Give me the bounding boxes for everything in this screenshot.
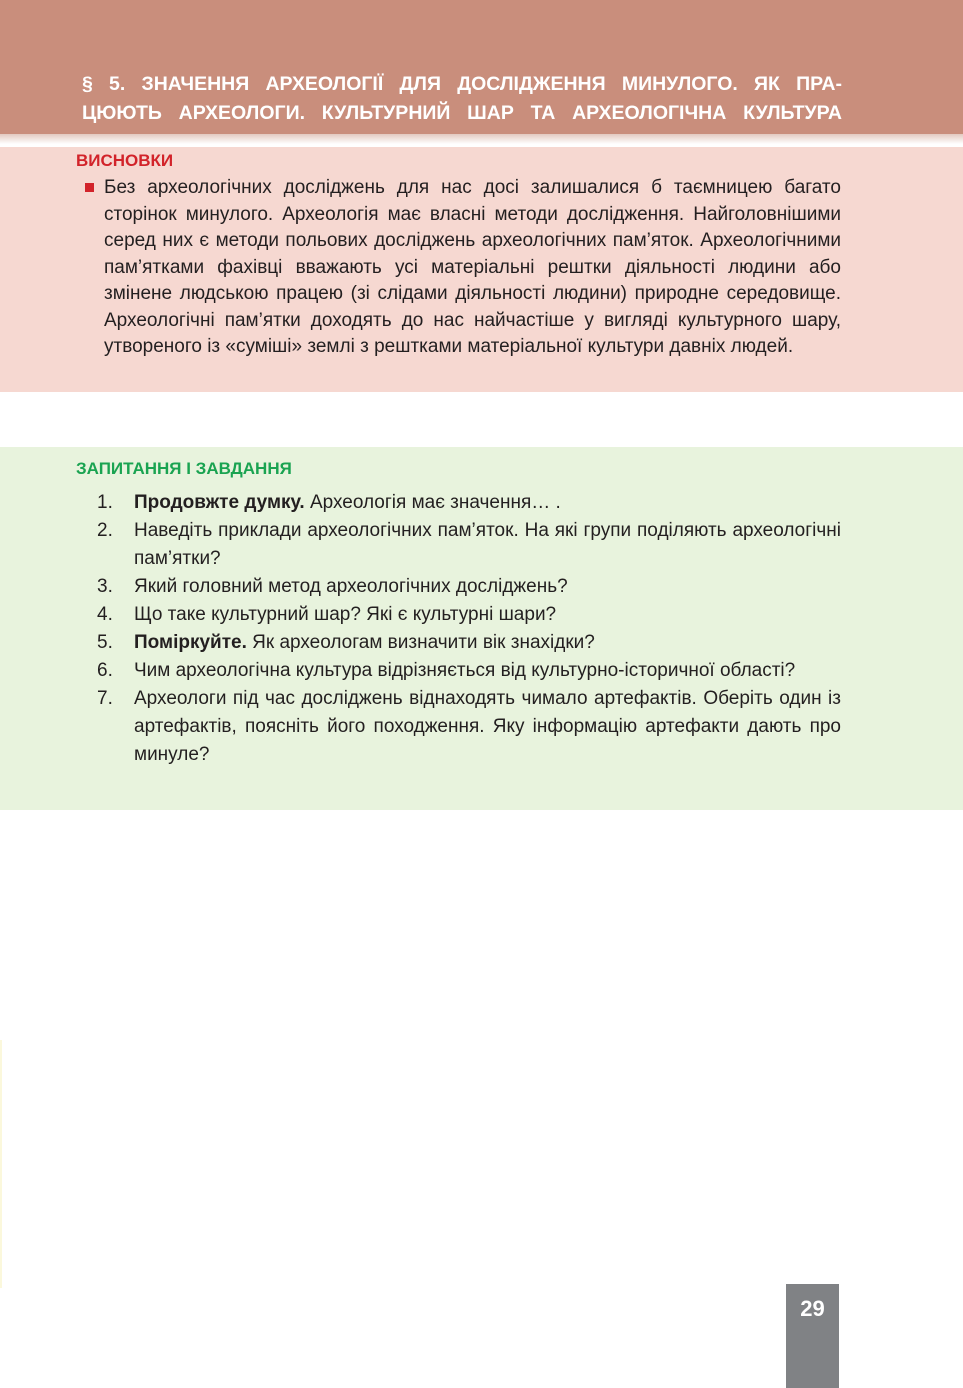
- question-number: 7.: [97, 688, 113, 709]
- square-bullet-icon: [85, 183, 94, 192]
- question-body: Що таке культурний шар? Які є культурні шари?: [134, 604, 557, 625]
- question-text: [134, 517, 841, 573]
- question-body: Археологія має значення… .: [304, 492, 561, 513]
- chapter-title-line-2: ЦЮЮТЬ АРХЕОЛОГИ. КУЛЬТУРНИЙ ШАР ТА АРХЕОЛОГІЧНА КУЛЬТУРА: [82, 102, 842, 124]
- margin-line: [0, 1040, 2, 1288]
- conclusions-heading: ВИСНОВКИ: [76, 151, 174, 170]
- question-item: [0, 657, 963, 685]
- question-item: [0, 517, 963, 573]
- question-body: Який головний метод археологічних досліджень?: [134, 576, 568, 597]
- question-item: [0, 489, 963, 517]
- question-item: [0, 629, 963, 657]
- conclusions-text: Без археологічних досліджень для нас досі залишалися б таємницею багато сторінок минулого. Археологія має власні методи дослідження. Найголовнішими серед них є методи польових досліджень археологічних пам’яток. Археологічними пам’ятками фахівці вважають усі матеріальні рештки діяльності людини або змінене людською працею (зі слідами діяльності людини) природне середовище. Археологічні пам’ятки доходять до нас найчастіше у вигляді культурного шару, утвореного із «суміші» землі з рештками матеріальної культури давніх людей.: [104, 177, 841, 357]
- question-lead: Продовжте думку.: [134, 492, 305, 513]
- question-body: Археологи під час досліджень віднаходять чимало артефактів. Оберіть один із артефактів, поясніть його походження. Яку інформацію артефакти дають про минуле?: [134, 688, 841, 765]
- question-number: 6.: [97, 660, 113, 681]
- questions-box: [0, 447, 963, 810]
- question-body: Наведіть приклади археологічних пам’яток. На які групи поділяють археологічні пам’ятки?: [134, 520, 841, 569]
- question-text: [134, 657, 841, 685]
- question-body: Чим археологічна культура відрізняється від культурно-історичної області?: [134, 660, 796, 681]
- header-divider: [0, 134, 963, 144]
- question-text: [134, 489, 841, 517]
- question-number: 3.: [97, 576, 113, 597]
- chapter-header: [0, 0, 963, 134]
- question-item: [0, 573, 963, 601]
- question-number: 2.: [97, 520, 113, 541]
- page-number: 29: [800, 1296, 825, 1321]
- chapter-title-line-1: § 5. ЗНАЧЕННЯ АРХЕОЛОГІЇ ДЛЯ ДОСЛІДЖЕННЯ МИНУЛОГО. ЯК ПРА-: [82, 73, 842, 95]
- question-lead: Поміркуйте.: [134, 632, 247, 653]
- question-item: [0, 685, 963, 769]
- question-text: [134, 601, 841, 629]
- question-number: 5.: [97, 632, 113, 653]
- question-text: [134, 573, 841, 601]
- question-text: [134, 629, 841, 657]
- question-number: 4.: [97, 604, 113, 625]
- question-text: [134, 685, 841, 769]
- conclusions-box: [0, 147, 963, 392]
- questions-list: [0, 489, 963, 769]
- page-number-tab: [786, 1284, 839, 1388]
- chapter-title: [82, 70, 842, 128]
- question-item: [0, 601, 963, 629]
- questions-heading: ЗАПИТАННЯ І ЗАВДАННЯ: [76, 459, 292, 478]
- question-number: 1.: [97, 492, 113, 513]
- question-body: Як археологам визначити вік знахідки?: [246, 632, 595, 653]
